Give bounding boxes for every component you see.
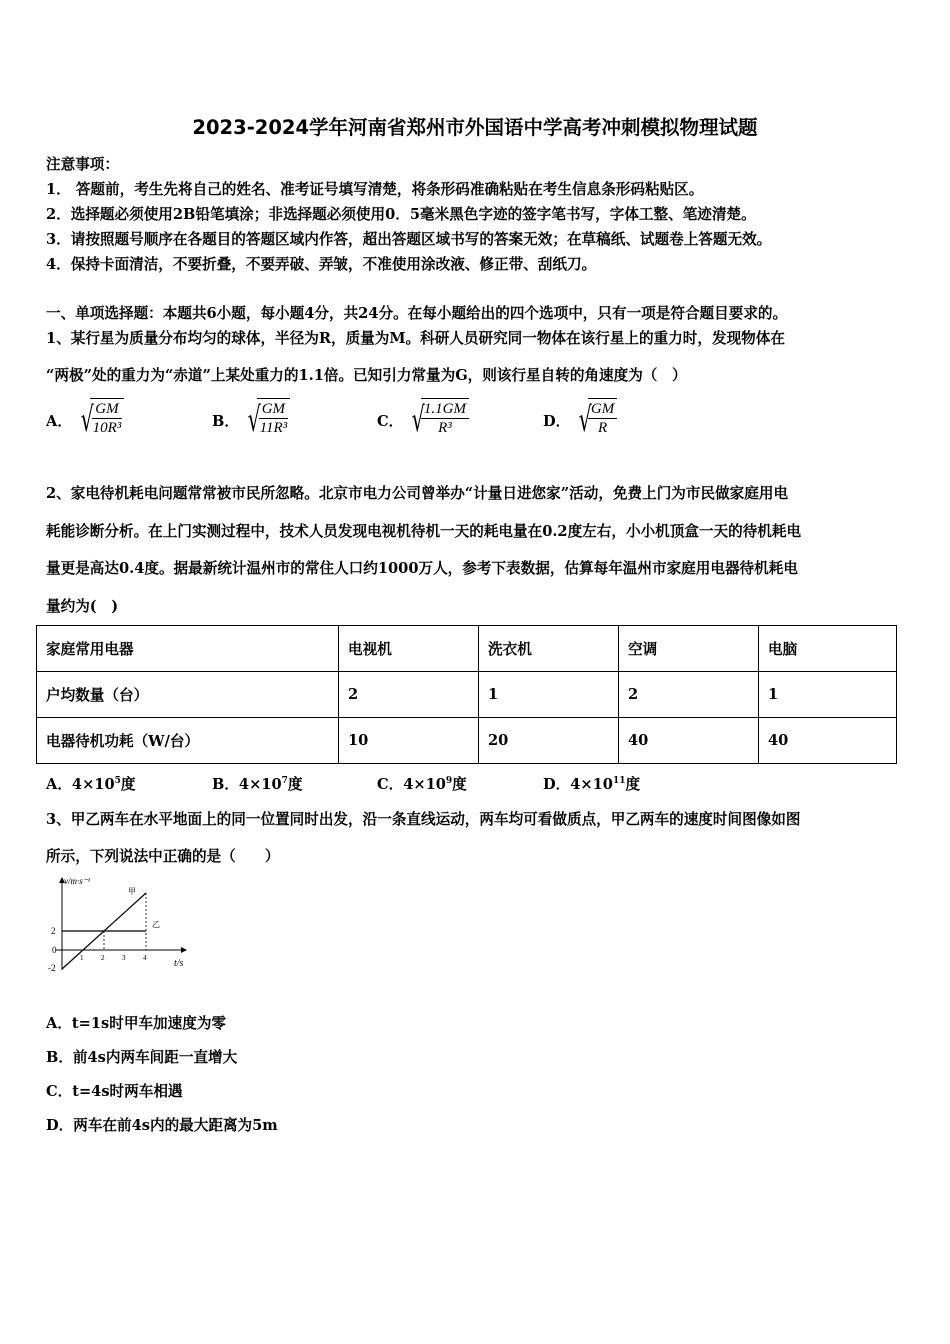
option-text: B．4×10 [212,776,282,793]
table-cell: 20 [479,718,619,764]
notice-item-4: 4．保持卡面清洁，不要折叠，不要弄破、弄皱，不准使用涂改液、修正带、刮纸刀。 [46,256,597,273]
q3-stem-line2: 所示，下列说法中正确的是（ ） [46,848,280,865]
q3-option-b[interactable]: B．前4s内两车间距一直增大 [46,1049,238,1066]
q1-option-c[interactable] [377,398,469,442]
table-cell: 电器待机功耗（W/台） [37,718,339,764]
q3-option-a[interactable]: A．t=1s时甲车加速度为零 [46,1015,227,1032]
unit: 度 [287,776,303,793]
numerator: 1.1GM [421,400,469,419]
q1-option-a[interactable] [46,398,124,442]
sqrt-expression: √ $\frac{GM}{\text{10R³}}$ [72,398,124,442]
velocity-time-graph [46,872,196,972]
q2-stem-line1: 2、家电待机耗电问题常常被市民所忽略。北京市电力公司曾举办“计量日进您家”活动，免费上门为市民做家庭用电 [46,485,789,502]
exponent: 5 [114,776,121,787]
q3-option-d[interactable]: D．两车在前4s内的最大距离为5m [46,1117,278,1134]
denominator: 10R³ [92,420,122,436]
table-cell: 空调 [619,626,759,672]
y-axis-label: v/m·s⁻¹ [64,876,91,886]
table-cell: 40 [759,718,897,764]
q1-stem-line1: 1、某行星为质量分布均匀的球体，半径为R，质量为M。科研人员研究同一物体在该行星上的重力时，发现物体在 [46,330,785,347]
q2-option-a[interactable] [46,773,135,794]
series-label-yi: 乙 [152,920,160,929]
table-cell: 2 [619,672,759,718]
table-header-row [37,626,897,672]
table-cell: 电视机 [339,626,479,672]
page-title: 2023-2024学年河南省郑州市外国语中学高考冲刺模拟物理试题 [192,116,758,139]
option-text: D．4×10 [543,776,613,793]
y-tick-label: 0 [52,945,57,955]
unit: 度 [452,776,467,793]
option-label: A． [46,412,72,430]
option-label: C． [377,412,404,430]
series-label-jia: 甲 [128,887,136,896]
x-axis-label: t/s [174,958,184,969]
q3-option-c[interactable]: C．t=4s时两车相遇 [46,1083,183,1100]
notice-item-3: 3．请按照题号顺序在各题目的答题区域内作答，超出答题区域书写的答案无效；在草稿纸、试题卷上答题无效。 [46,231,772,248]
table-row [37,672,897,718]
exponent: 7 [281,776,288,787]
table-cell: 户均数量（台） [37,672,339,718]
y-tick-label: 2 [51,926,56,936]
x-tick-label: 1 [80,954,84,962]
x-tick-label: 3 [122,954,126,962]
option-text: C．4×10 [377,776,446,793]
table-row [37,718,897,764]
table-cell: 电脑 [759,626,897,672]
q2-stem-line3: 量更是高达0.4度。据最新统计温州市的常住人口约1000万人，参考下表数据，估算每年温州市家庭用电器待机耗电 [46,560,798,577]
unit: 度 [120,776,136,793]
sqrt-expression: √ $\frac{GM}{\text{11R³}}$ [239,398,290,442]
numerator: GM [588,400,617,419]
table-cell: 10 [339,718,479,764]
table-cell: 洗衣机 [479,626,619,672]
denominator: R³ [438,420,452,436]
table-cell: 1 [479,672,619,718]
y-tick-label: -2 [48,963,56,972]
exponent: 11 [612,776,626,787]
q1-stem-line2: “两极”处的重力为“赤道”上某处重力的1.1倍。已知引力常量为G，则该行星自转的角速度为（ ） [46,367,687,384]
notice-heading: 注意事项： [46,156,119,173]
q2-stem-line4: 量约为( ) [46,598,119,615]
q1-option-b[interactable] [212,398,290,442]
denominator: R [598,420,608,436]
q1-option-d[interactable] [543,398,617,442]
q2-option-b[interactable] [212,773,303,794]
numerator: GM [92,400,121,419]
notice-item-1: 1． 答题前，考生先将自己的姓名、准考证号填写清楚，将条形码准确粘贴在考生信息条形码粘贴区。 [46,181,704,198]
q2-stem-line2: 耗能诊断分析。在上门实测过程中，技术人员发现电视机待机一天的耗电量在0.2度左右，小小机顶盒一天的待机耗电 [46,523,802,540]
table-cell: 2 [339,672,479,718]
x-tick-label: 4 [143,954,147,962]
section-heading: 一、单项选择题：本题共6小题，每小题4分，共24分。在每小题给出的四个选项中，只有一项是符合题目要求的。 [46,305,788,322]
appliance-table [36,625,897,764]
table-cell: 1 [759,672,897,718]
option-label: B． [212,412,239,430]
unit: 度 [625,776,641,793]
q2-option-c[interactable] [377,773,467,794]
denominator: 11R³ [259,420,288,436]
option-label: D． [543,412,571,430]
table-cell: 40 [619,718,759,764]
q3-stem-line1: 3、甲乙两车在水平地面上的同一位置同时出发，沿一条直线运动，两车均可看做质点，甲乙两车的速度时间图像如图 [46,811,801,828]
sqrt-expression: √ $\frac{GM}{R}$ [570,398,617,442]
option-text: A．4×10 [46,776,115,793]
q2-option-d[interactable] [543,773,640,794]
table-cell: 家庭常用电器 [37,626,339,672]
exponent: 9 [445,776,453,787]
notice-item-2: 2．选择题必须使用2B铅笔填涂；非选择题必须使用0．5毫米黑色字迹的签字笔书写，字体工整、笔迹清楚。 [46,206,756,223]
sqrt-expression: √ $\frac{1.1GM}{\text{R³}}$ [403,398,469,442]
x-tick-label: 2 [101,954,105,962]
numerator: GM [259,400,288,419]
